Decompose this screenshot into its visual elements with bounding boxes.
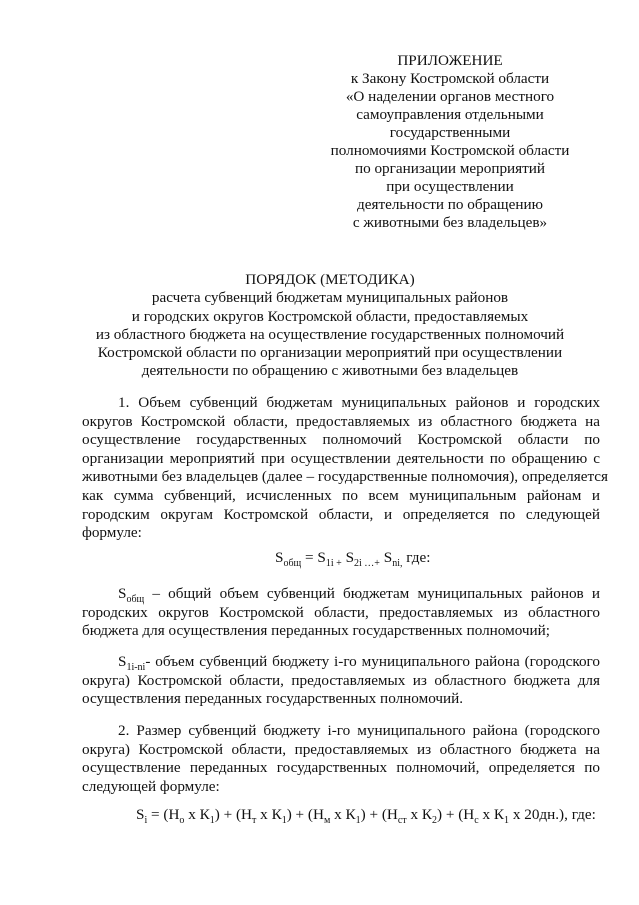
paragraph-4 bbox=[82, 722, 600, 796]
paragraph-line: округа) Костромской области, предоставляемых из областного бюджета для bbox=[82, 671, 600, 689]
appendix-line: деятельности по обращению bbox=[357, 196, 543, 213]
paragraph-1 bbox=[82, 394, 609, 543]
paragraph-line: $S_{1i-ni}-$ объем субвенций бюджету i-го муниципального района (городского bbox=[118, 653, 600, 674]
title-line: и городских округов Костромской области, предоставляемых bbox=[131, 307, 529, 325]
appendix-line: полномочиями Костромской области bbox=[330, 142, 570, 159]
paragraph-line: 2. Размер субвенций бюджету i-го муниципального района (городского bbox=[118, 722, 600, 739]
title-line: из областного бюджета на осуществление государственных полномочий bbox=[95, 325, 565, 343]
paragraph-line: городских округов Костромской области, предоставляемых из областного bbox=[82, 603, 600, 621]
paragraph-line: 1. Объем субвенций бюджетам муниципальных районов и городских bbox=[118, 394, 600, 411]
paragraph-line: осуществление переданных государственных полномочий, определяется по bbox=[82, 759, 600, 777]
appendix-line: при осуществлении bbox=[386, 178, 514, 195]
title-line: Костромской области по организации мероприятий при осуществлении bbox=[97, 344, 563, 362]
appendix-line: с животными без владельцев» bbox=[352, 214, 548, 231]
appendix-line: государственными bbox=[389, 124, 511, 141]
appendix-line: «О наделении органов местного bbox=[345, 88, 555, 105]
appendix-header bbox=[300, 52, 600, 232]
appendix-line: самоуправления отдельными bbox=[356, 106, 544, 123]
paragraph-line: округов Костромской области, предоставляемых из областного бюджета на bbox=[82, 412, 600, 430]
paragraph-line: осуществление государственных полномочий Костромской области по bbox=[82, 431, 600, 449]
appendix-line: ПРИЛОЖЕНИЕ bbox=[397, 52, 503, 69]
appendix-line: по организации мероприятий bbox=[354, 160, 546, 177]
formula-municipal: $S_i = (Н_о$ х $К_1) + (Н_т$ х $К_1) + (Н_м$ х $К_1) + (Н_{ст}$ х $К_2) + (Н_с$ х $К_1$ х 20дн.), где: bbox=[136, 806, 596, 827]
paragraph-line: городским округам Костромской области, и определяется по следующей bbox=[82, 505, 600, 523]
paragraph-2 bbox=[82, 585, 600, 641]
paragraph-line: осуществления переданных государственных полномочий. bbox=[82, 690, 464, 708]
paragraph-line: округа) Костромской области, предоставляемых из областного бюджета на bbox=[82, 740, 600, 758]
title-line: ПОРЯДОК (МЕТОДИКА) bbox=[245, 271, 415, 288]
title-line: деятельности по обращению с животными без владельцев bbox=[141, 362, 519, 380]
paragraph-line: формуле: bbox=[82, 524, 142, 542]
paragraph-line: организации мероприятий при осуществлении деятельности по обращению с bbox=[82, 449, 600, 467]
title-line: расчета субвенций бюджетам муниципальных районов bbox=[151, 289, 509, 307]
paragraph-line: следующей формуле: bbox=[82, 777, 220, 795]
paragraph-line: как сумма субвенций, исчисленных по всем муниципальным районам и bbox=[82, 486, 600, 504]
document-title bbox=[60, 271, 600, 381]
appendix-line: к Закону Костромской области bbox=[350, 70, 550, 87]
paragraph-line: бюджета для осуществления переданных государственных полномочий; bbox=[82, 622, 551, 640]
paragraph-3 bbox=[82, 653, 600, 709]
paragraph-line: животными без владельцев (далее – государственные полномочия), определяется bbox=[82, 468, 609, 486]
paragraph-line: $S_{общ}$ – общий объем субвенций бюджетам муниципальных районов и bbox=[118, 585, 600, 606]
formula-total: $S_{общ} = S_{1i +}$ $S_{2i \dots+}$ $S_{ni,}$ где: bbox=[275, 549, 431, 570]
